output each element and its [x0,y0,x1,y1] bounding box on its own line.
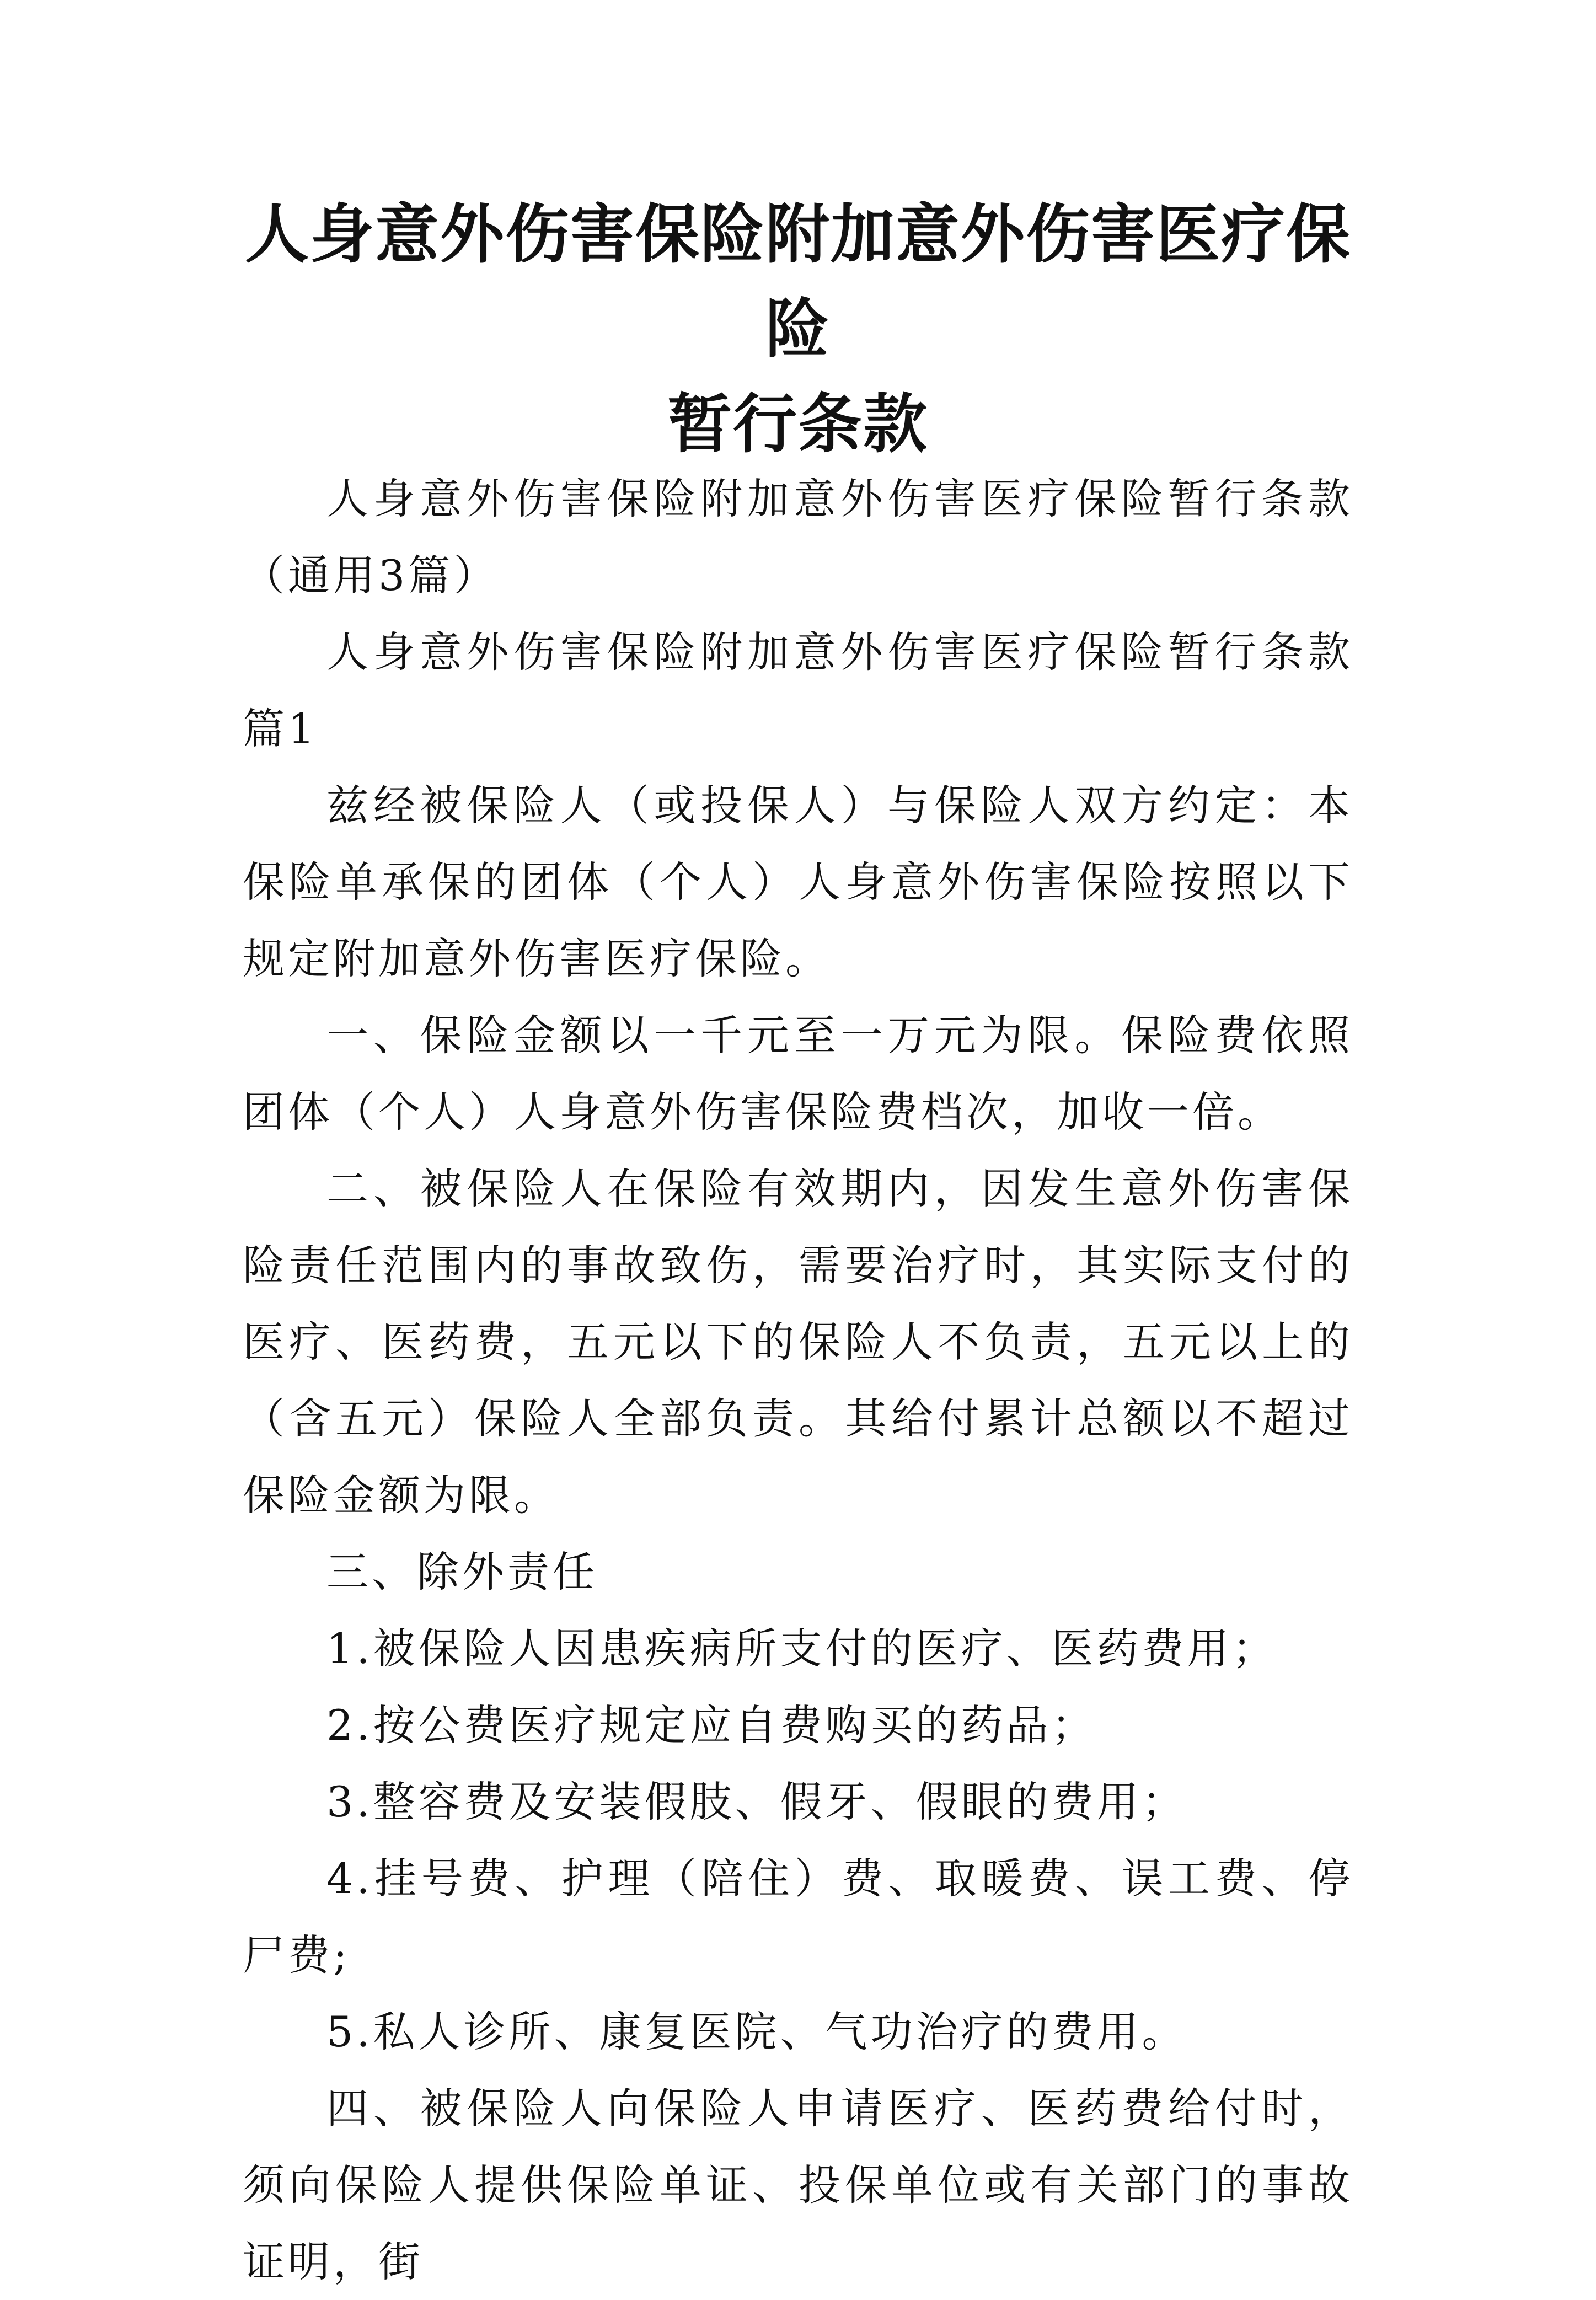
exclusion-item-5: 5.私人诊所、康复医院、气功治疗的费用。 [326,2007,1187,2056]
paragraph-intro: 兹经被保险人（或投保人）与保险人双方约定：本保险单承保的团体（个人）人身意外伤害保险按照以下规定附加意外伤害医疗保险。 [243,781,1353,983]
title-line-2: 暂行条款 [668,387,928,462]
paragraph-clause-3: 三、除外责任 [326,1547,598,1596]
paragraph-section-title: 人身意外伤害保险附加意外伤害医疗保险暂行条款 篇1 [243,628,1353,753]
paragraph-heading: 人身意外伤害保险附加意外伤害医疗保险暂行条款（通用3篇） [243,474,1353,600]
document-body [243,460,1353,2300]
exclusion-item-3: 3.整容费及安装假肢、假牙、假眼的费用； [326,1777,1187,1826]
exclusion-item-2: 2.按公费医疗规定应自费购买的药品； [326,1701,1097,1750]
exclusion-item-1: 1.被保险人因患疾病所支付的医疗、医药费用； [326,1624,1278,1673]
exclusion-item-4: 4.挂号费、护理（陪住）费、取暖费、误工费、停尸费; [243,1854,1353,1980]
title-line-1: 人身意外伤害保险附加意外伤害医疗保险 [245,197,1351,367]
document-title [243,187,1353,472]
paragraph-clause-4: 四、被保险人向保险人申请医疗、医药费给付时，须向保险人提供保险单证、投保单位或有关部门的事故证明，街 [243,2084,1353,2286]
paragraph-clause-2: 二、被保险人在保险有效期内，因发生意外伤害保险责任范围内的事故致伤，需要治疗时，其实际支付的医疗、医药费，五元以下的保险人不负责，五元以上的（含五元）保险人全部负责。其给付累计总额以不超过保险金额为限。 [243,1164,1353,1520]
paragraph-clause-1: 一、保险金额以一千元至一万元为限。保险费依照团体（个人）人身意外伤害保险费档次，加收一倍。 [243,1011,1353,1136]
